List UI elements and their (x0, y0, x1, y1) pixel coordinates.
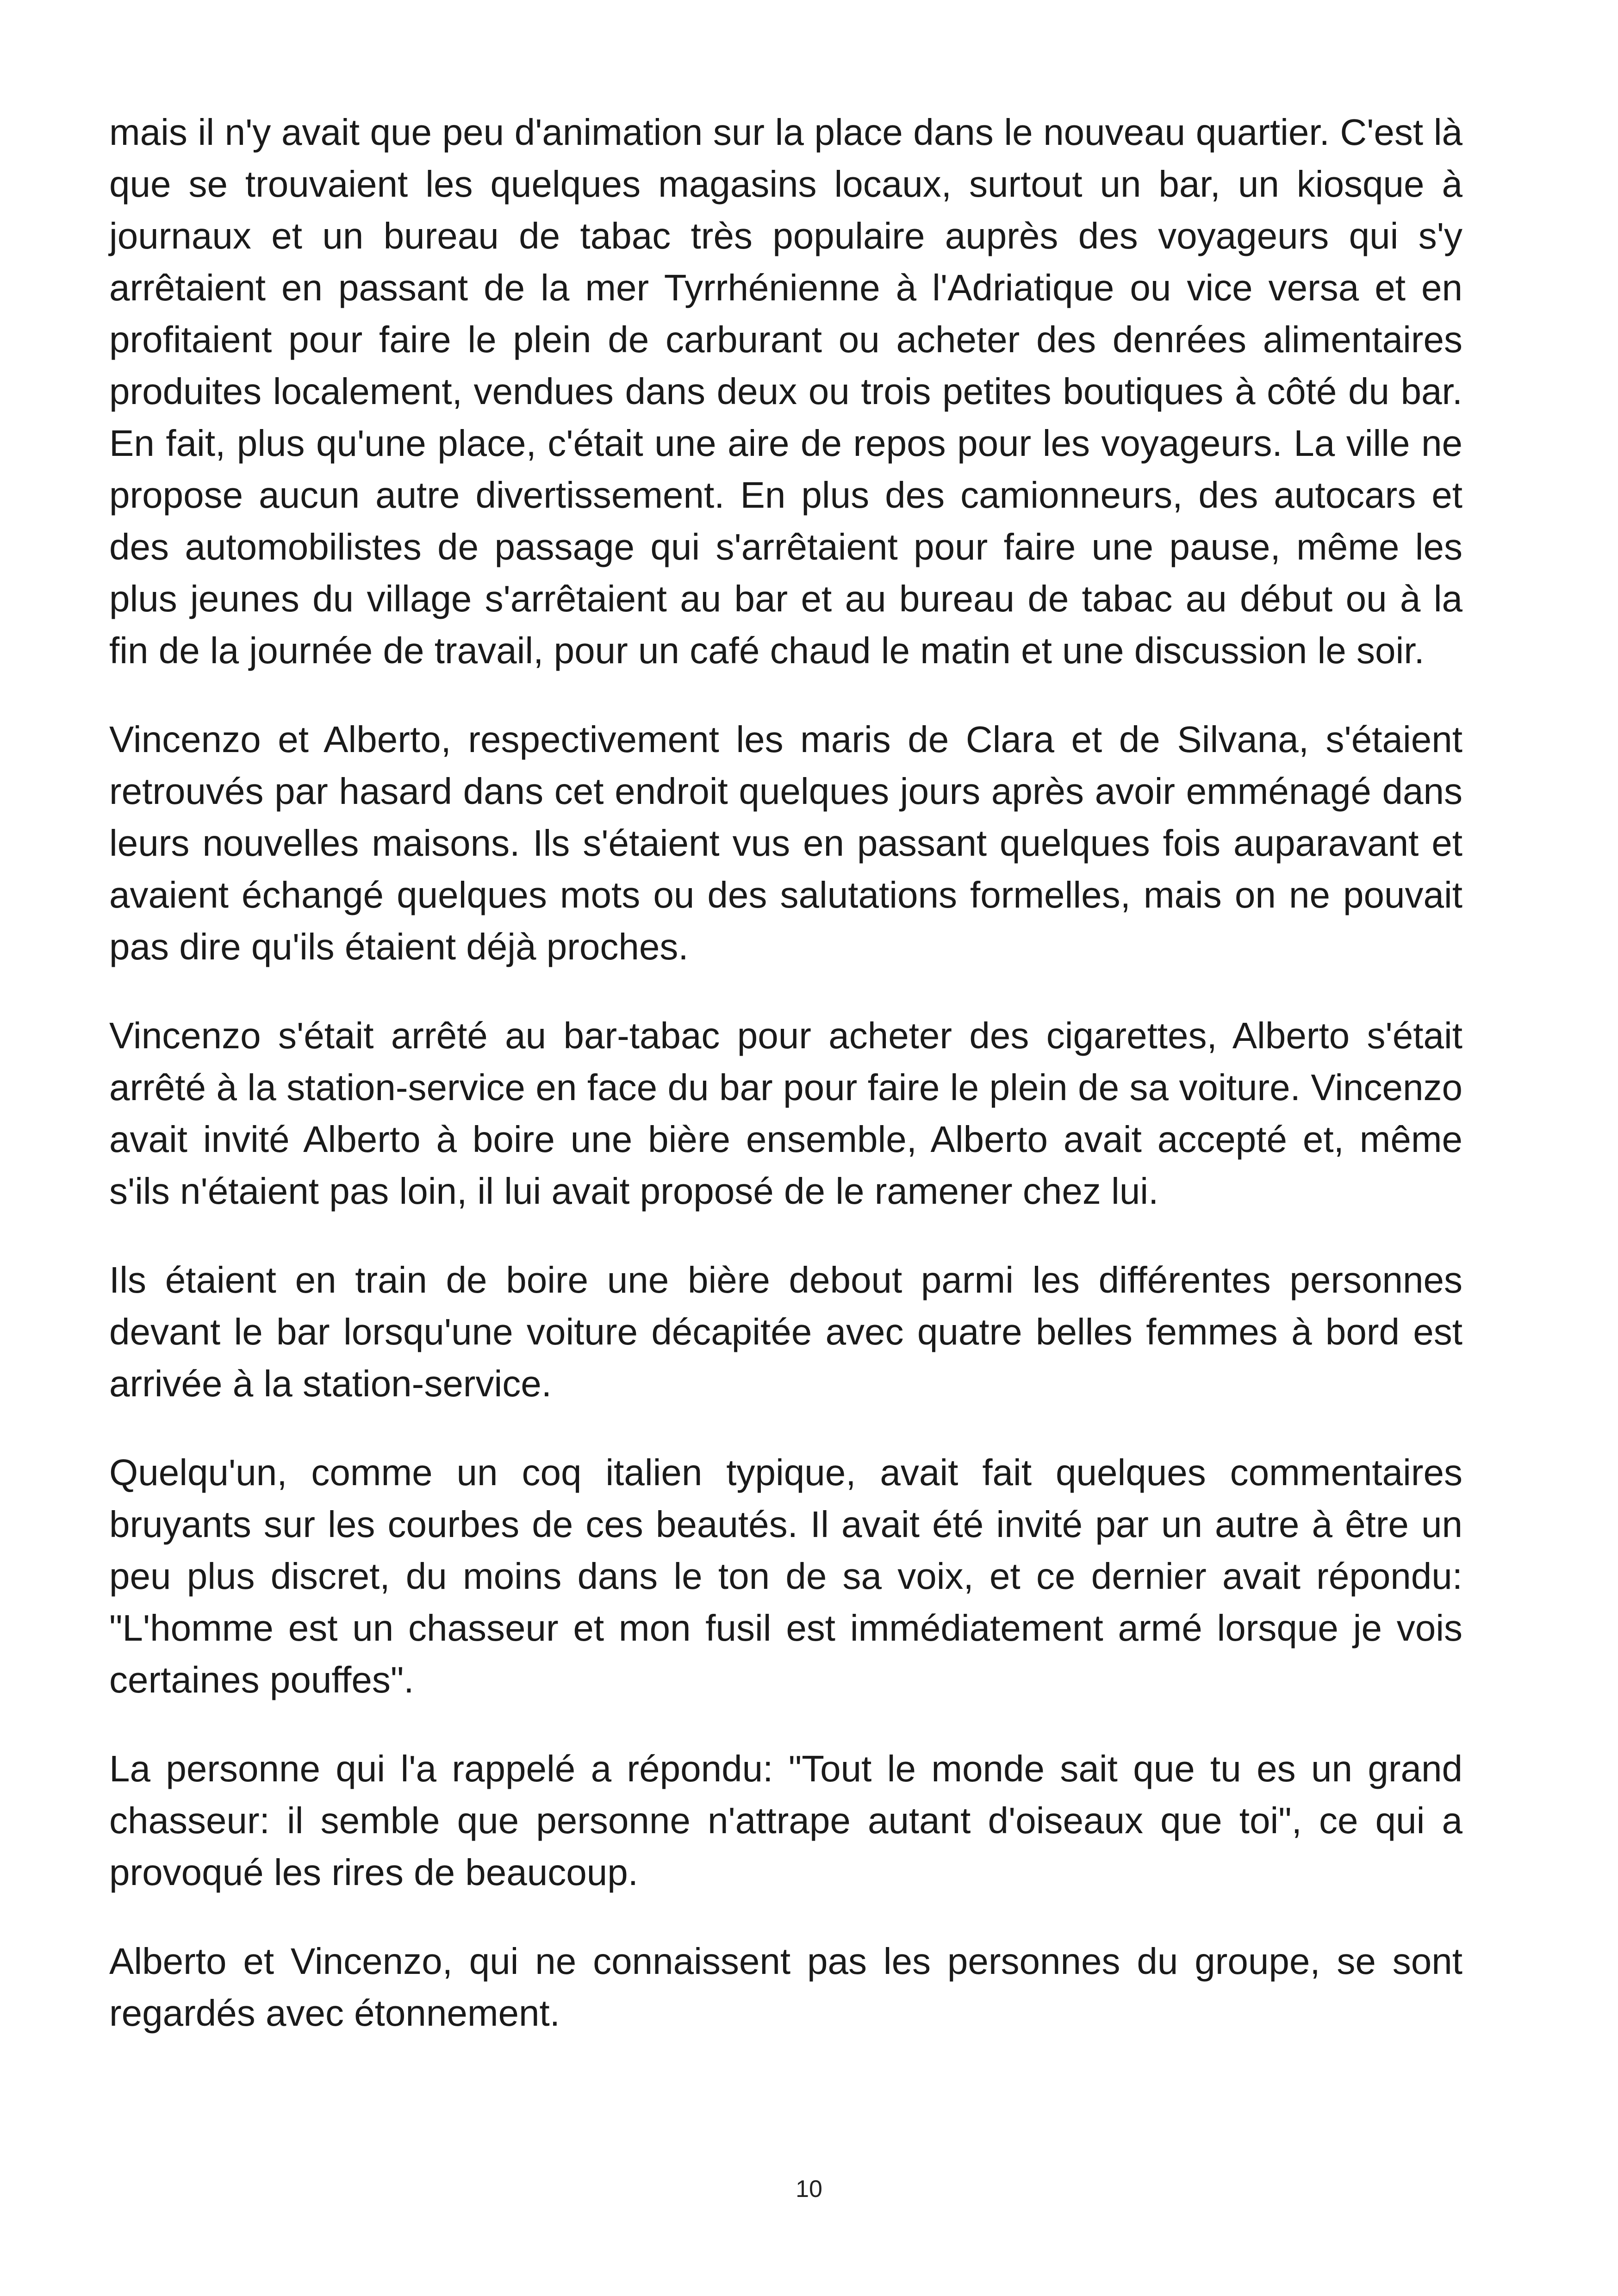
paragraph-3: Vincenzo s'était arrêté au bar-tabac pour acheter des cigarettes, Alberto s'était arrêté à la station-service en face du bar pour faire le plein de sa voiture. Vincenzo avait invité Alberto à boire une bière ensemble, Alberto avait accepté et, même s'ils n'étaient pas loin, il lui avait proposé de le ramener chez lui. (109, 1015, 1462, 1212)
paragraph-6: La personne qui l'a rappelé a répondu: "Tout le monde sait que tu es un grand chasseur: il semble que personne n'attrape autant d'oiseaux que toi", ce qui a provoqué les rires de beaucoup. (109, 1748, 1462, 1893)
paragraph-7: Alberto et Vincenzo, qui ne connaissent pas les personnes du groupe, se sont regardés avec étonnement. (109, 1941, 1462, 2034)
paragraph-4: Ils étaient en train de boire une bière debout parmi les différentes personnes devant le bar lorsqu'une voiture décapitée avec quatre belles femmes à bord est arrivée à la station-service. (109, 1259, 1462, 1404)
paragraph-1: mais il n'y avait que peu d'animation sur la place dans le nouveau quartier. C'est là que se trouvaient les quelques magasins locaux, surtout un bar, un kiosque à journaux et un bureau de tabac très populaire auprès des voyageurs qui s'y arrêtaient en passant de la mer Tyrrhénienne à l'Adriatique ou vice versa et en profitaient pour faire le plein de carburant ou acheter des denrées alimentaires produites localement, vendues dans deux ou trois petites boutiques à côté du bar. En fait, plus qu'une place, c'était une aire de repos pour les voyageurs. La ville ne propose aucun autre divertissement. En plus des camionneurs, des autocars et des automobilistes de passage qui s'arrêtaient pour faire une pause, même les plus jeunes du village s'arrêtaient au bar et au bureau de tabac au début ou à la fin de la journée de travail, pour un café chaud le matin et une discussion le soir. (109, 112, 1462, 671)
paragraph-2: Vincenzo et Alberto, respectivement les maris de Clara et de Silvana, s'étaient retrouvés par hasard dans cet endroit quelques jours après avoir emménagé dans leurs nouvelles maisons. Ils s'étaient vus en passant quelques fois auparavant et avaient échangé quelques mots ou des salutations formelles, mais on ne pouvait pas dire qu'ils étaient déjà proches. (109, 719, 1462, 967)
page-number: 10 (796, 2176, 822, 2203)
paragraph-5: Quelqu'un, comme un coq italien typique, avait fait quelques commentaires bruyants sur les courbes de ces beautés. Il avait été invité par un autre à être un peu plus discret, du moins dans le ton de sa voix, et ce dernier avait répondu: "L'homme est un chasseur et mon fusil est immédiatement armé lorsque je vois certaines pouffes". (109, 1452, 1462, 1700)
document-page (109, 106, 1462, 2076)
